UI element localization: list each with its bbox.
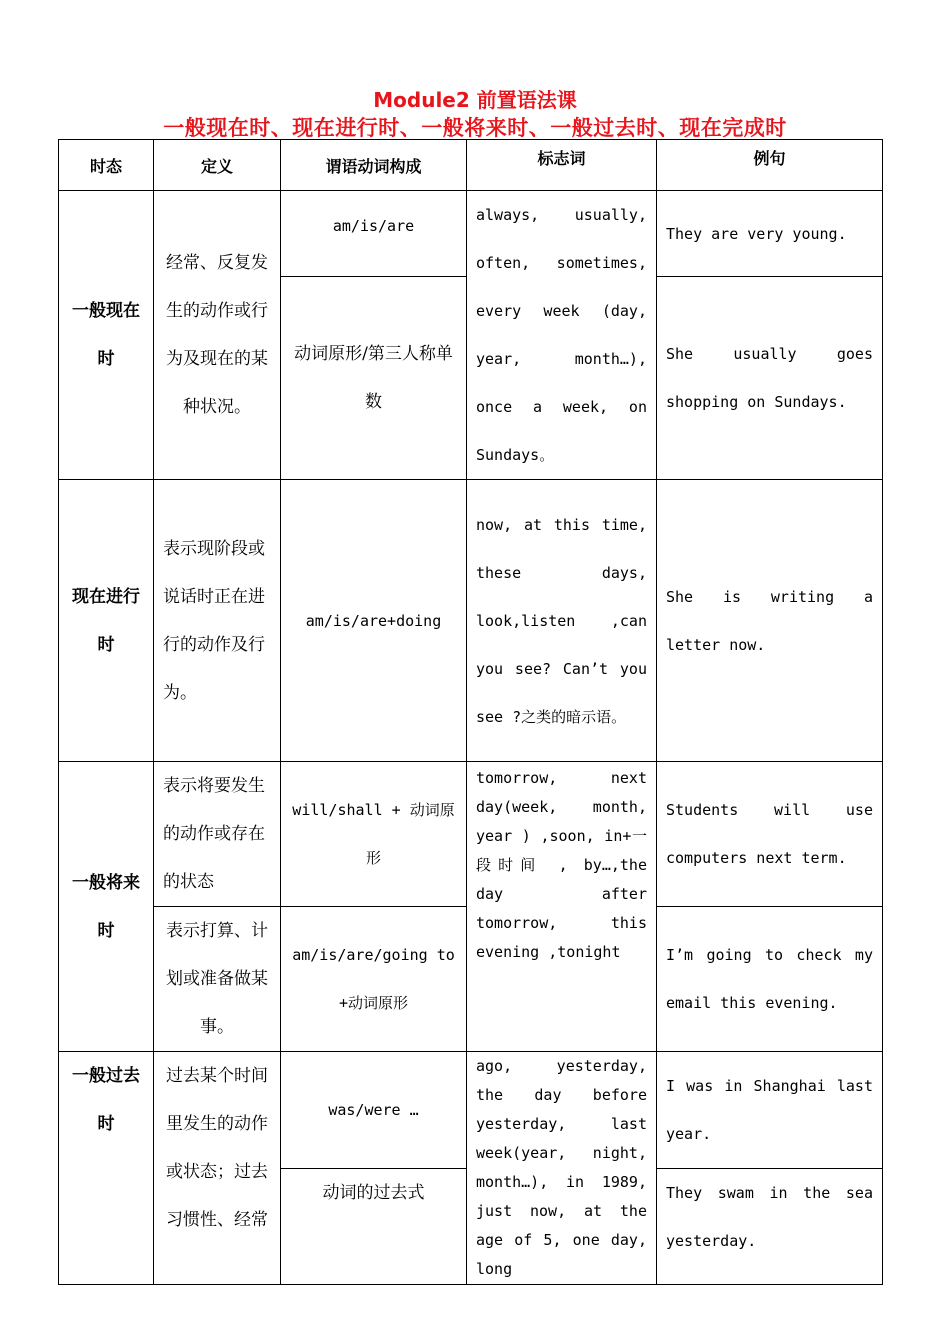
form-cell: was/were …: [281, 1052, 467, 1169]
form-cell: am/is/are/going to +动词原形: [281, 907, 467, 1052]
tense-name: 一般将来时: [59, 762, 154, 1052]
markers-cell: ago, yesterday, the day before yesterday, last week(year, night, month…), in 1989, just now, at the age of 5, one day, long: [467, 1052, 657, 1285]
example-cell: Students will use computers next term.: [657, 762, 883, 907]
example-cell: I’m going to check my email this evening.: [657, 907, 883, 1052]
example-cell: They are very young.: [657, 191, 883, 277]
example-cell: She is writing a letter now.: [657, 480, 883, 762]
markers-cell: tomorrow, next day(week, month, year ) ,soon, in+一段时间 , by…,the day after tomorrow, this evening ,tonight: [467, 762, 657, 1052]
example-cell: They swam in the sea yesterday.: [657, 1168, 883, 1285]
form-cell: 动词原形/第三人称单数: [281, 277, 467, 480]
definition-cell: 过去某个时间里发生的动作或状态；过去习惯性、经常: [154, 1052, 281, 1285]
table-row: [59, 480, 883, 762]
document-subtitle: 一般现在时、现在进行时、一般将来时、一般过去时、现在完成时: [163, 116, 787, 140]
markers-cell: now, at this time, these days, look,listen ,can you see? Can’t you see ?之类的暗示语。: [467, 480, 657, 762]
header-example: 例句: [657, 140, 883, 191]
form-cell: am/is/are: [281, 191, 467, 277]
form-cell: will/shall + 动词原形: [281, 762, 467, 907]
header-tense: 时态: [59, 140, 154, 191]
tense-table: [58, 139, 883, 1285]
tense-name: 一般过去时: [59, 1052, 154, 1285]
document-title: Module2 前置语法课: [373, 88, 577, 112]
form-cell: 动词的过去式: [281, 1168, 467, 1285]
header-row: [59, 140, 883, 191]
definition-cell: 表示将要发生的动作或存在的状态: [154, 762, 281, 907]
tense-name: 一般现在时: [59, 191, 154, 480]
header-definition: 定义: [154, 140, 281, 191]
table-row: [59, 1052, 883, 1169]
markers-cell: always, usually, often, sometimes, every week (day, year, month…), once a week, on Sundays。: [467, 191, 657, 480]
table-row: [59, 762, 883, 907]
definition-cell: 表示打算、计划或准备做某事。: [154, 907, 281, 1052]
example-cell: I was in Shanghai last year.: [657, 1052, 883, 1169]
example-cell: She usually goes shopping on Sundays.: [657, 277, 883, 480]
definition-cell: 经常、反复发生的动作或行为及现在的某种状况。: [154, 191, 281, 480]
definition-cell: 表示现阶段或说话时正在进行的动作及行为。: [154, 480, 281, 762]
header-markers: 标志词: [467, 140, 657, 191]
tense-name: 现在进行时: [59, 480, 154, 762]
form-cell: am/is/are+doing: [281, 480, 467, 762]
header-form: 谓语动词构成: [281, 140, 467, 191]
table-row: [59, 191, 883, 277]
